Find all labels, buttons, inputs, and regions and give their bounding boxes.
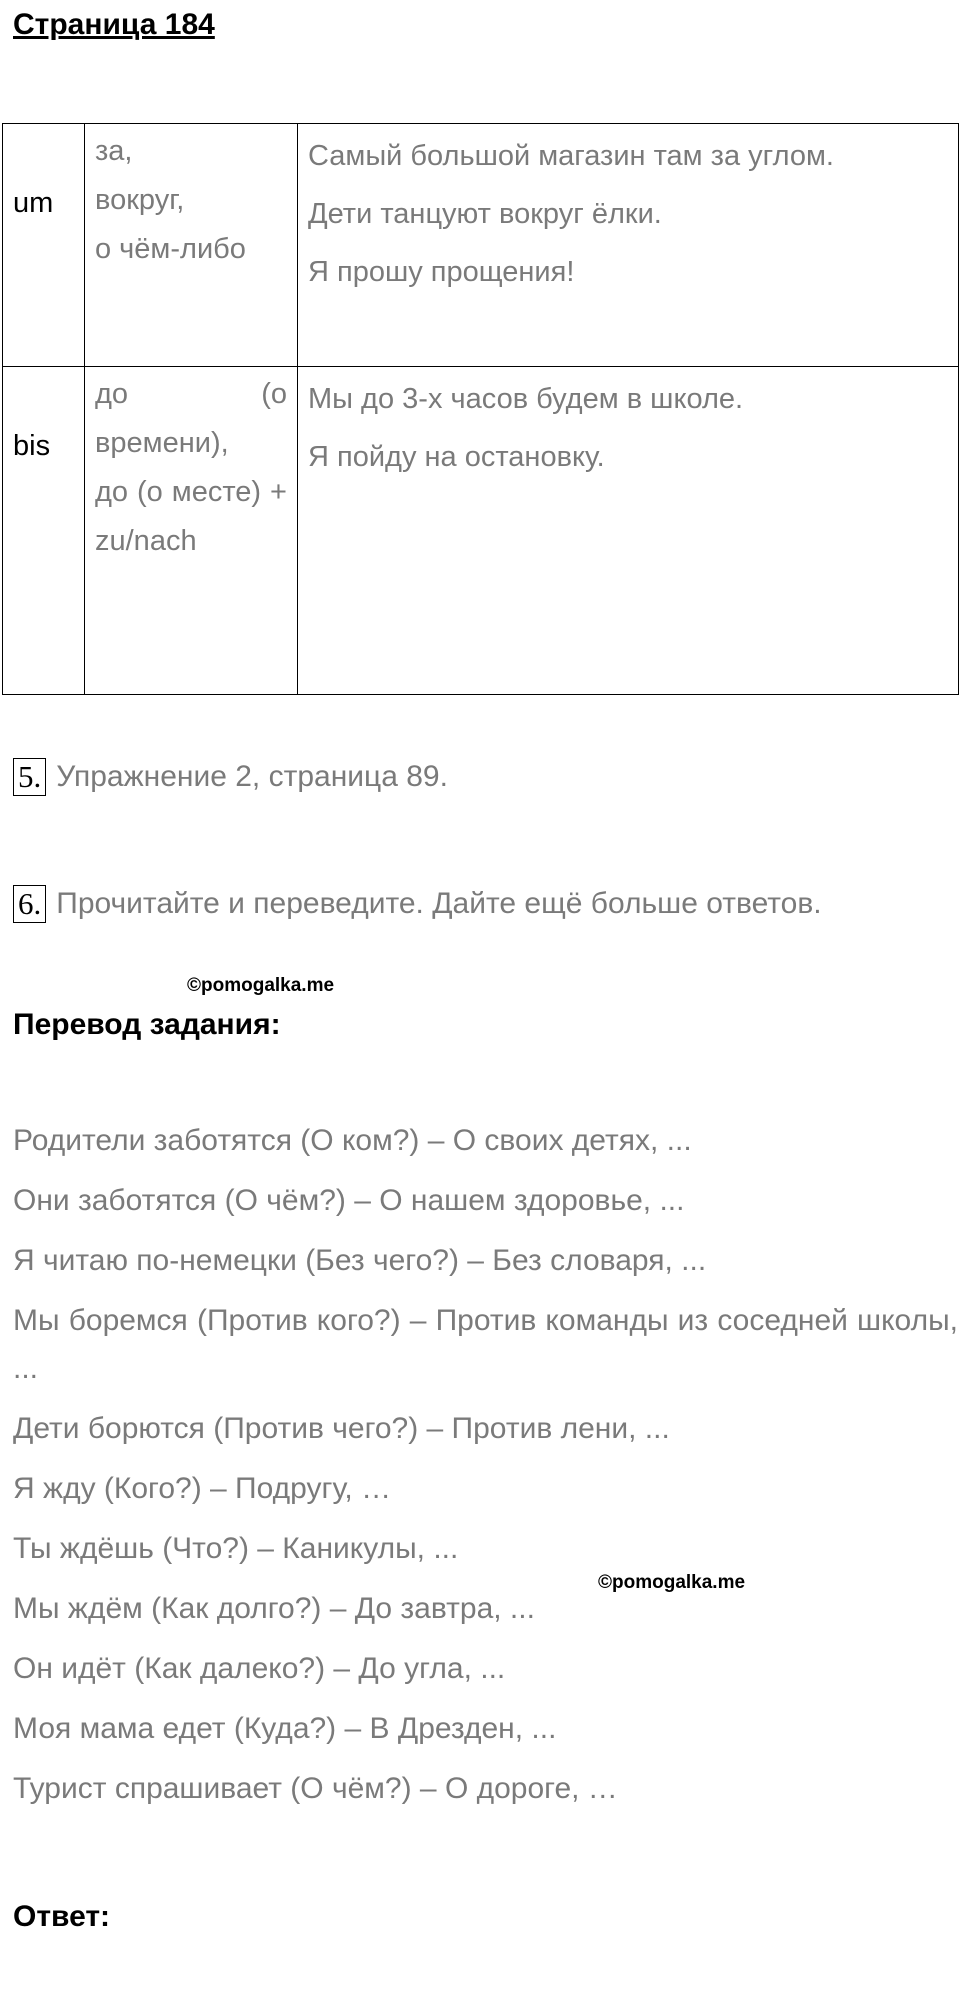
- translation-heading: Перевод задания:: [13, 1008, 281, 1041]
- list-item: Они заботятся (О чём?) – О нашем здоровье, ...: [13, 1184, 685, 1217]
- preposition-cell: [3, 367, 85, 695]
- list-item: Мы боремся (Против кого?) – Против команды из соседней школы, ...: [13, 1304, 958, 1385]
- meanings-cell: [85, 124, 298, 367]
- table-row: [3, 124, 959, 367]
- exercise-text: Упражнение 2, страница 89.: [56, 760, 448, 793]
- meaning-text: за,: [95, 135, 133, 167]
- page-title: Страница 184: [13, 8, 215, 41]
- example-sentence: Я прошу прощения!: [308, 256, 575, 288]
- table-row: [3, 367, 959, 695]
- list-item: Ты ждёшь (Что?) – Каникулы, ...: [13, 1532, 459, 1565]
- exercise-number: 6.: [13, 885, 46, 923]
- list-item: Мы ждём (Как долго?) – До завтра, ...: [13, 1592, 535, 1625]
- examples-cell: [298, 367, 959, 695]
- example-sentence: Самый большой магазин там за углом.: [308, 140, 834, 172]
- meaning-text: до (о времени),: [95, 378, 287, 459]
- meaning-text: о чём-либо: [95, 233, 246, 265]
- prepositions-table: [2, 123, 959, 695]
- example-sentence: Я пойду на остановку.: [308, 441, 605, 473]
- list-item: Родители заботятся (О ком?) – О своих детях, ...: [13, 1124, 692, 1157]
- exercise-5: [13, 758, 448, 796]
- meaning-text: до (о месте) + zu/nach: [95, 476, 287, 557]
- watermark: ©pomogalka.me: [187, 975, 335, 996]
- list-item: Он идёт (Как далеко?) – До угла, ...: [13, 1652, 506, 1685]
- list-item: Моя мама едет (Куда?) – В Дрезден, ...: [13, 1712, 557, 1745]
- example-sentence: Дети танцуют вокруг ёлки.: [308, 198, 662, 230]
- meaning-text: вокруг,: [95, 184, 185, 216]
- examples-cell: [298, 124, 959, 367]
- list-item: Турист спрашивает (О чём?) – О дороге, …: [13, 1772, 618, 1805]
- answer-heading: Ответ:: [13, 1900, 111, 1933]
- exercise-text: Прочитайте и переведите. Дайте ещё больше ответов.: [56, 887, 822, 920]
- preposition-word: um: [13, 187, 54, 219]
- list-item: Я читаю по-немецки (Без чего?) – Без словаря, ...: [13, 1244, 707, 1277]
- example-sentence: Мы до 3-х часов будем в школе.: [308, 383, 744, 415]
- preposition-word: bis: [13, 430, 51, 462]
- preposition-cell: [3, 124, 85, 367]
- watermark: ©pomogalka.me: [598, 1572, 746, 1593]
- exercise-6: [13, 885, 822, 923]
- list-item: Дети борются (Против чего?) – Против лени, ...: [13, 1412, 670, 1445]
- meanings-cell: [85, 367, 298, 695]
- sentence-list: [13, 1117, 958, 1825]
- list-item: Я жду (Кого?) – Подругу, …: [13, 1472, 392, 1505]
- exercise-number: 5.: [13, 758, 46, 796]
